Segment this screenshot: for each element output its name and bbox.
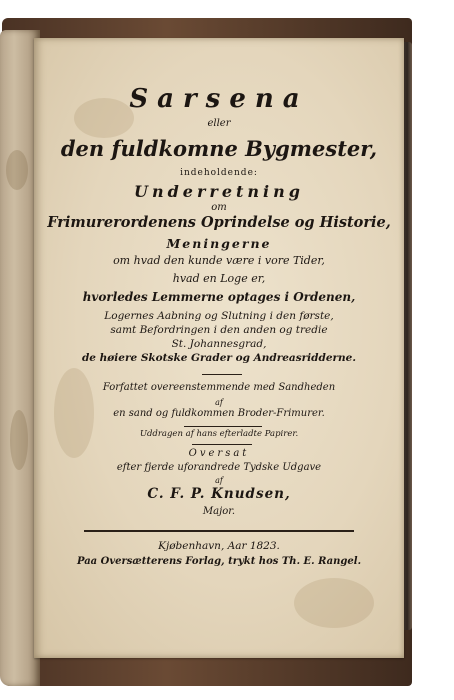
line-hoiere: de høiere Skotske Grader og Andreasridderne.	[81, 352, 357, 364]
translator-name: C. F. P. Knudsen,	[147, 486, 291, 502]
line-uddragen: Uddragen af hans efterladte Papirer.	[139, 429, 299, 439]
contents-label: indeholdende:	[180, 168, 258, 178]
divider	[202, 374, 242, 375]
foxing-spot	[294, 578, 374, 628]
line-st-johannes: St. Johannesgrad,	[171, 338, 267, 350]
line-samt: samt Befordringen i den anden og tredie	[110, 324, 328, 336]
imprint-divider	[84, 530, 354, 532]
imprint-publisher: Paa Oversætterens Forlag, trykt hos Th. E. Rangel.	[76, 556, 362, 567]
line-meningerne: Meningerne	[166, 236, 272, 251]
line-hvad-loge: hvad en Loge er,	[172, 272, 266, 285]
line-forfattet: Forfattet overeenstemmende med Sandheden	[102, 382, 336, 393]
line-hvorledes: hvorledes Lemmerne optages i Ordenen,	[82, 290, 356, 304]
board-stain	[6, 150, 28, 190]
title-page	[34, 38, 404, 658]
line-hvad-den: om hvad den kunde være i vore Tider,	[113, 254, 325, 267]
divider	[184, 426, 262, 427]
divider	[192, 444, 252, 445]
heading-underretning: Underretning	[134, 182, 304, 201]
line-logernes: Logernes Aabning og Slutning i den første,	[104, 310, 334, 322]
board-stain	[10, 410, 28, 470]
line-efter: efter fjerde uforandrede Tydske Udgave	[116, 462, 322, 473]
conjunction-eller: eller	[207, 118, 231, 129]
translator-rank: Major.	[202, 506, 236, 517]
line-sand-broder: en sand og fuldkommen Broder-Frimurer.	[113, 408, 325, 419]
word-af: af	[215, 476, 223, 485]
word-af: af	[215, 398, 223, 407]
book-subtitle: den fuldkomne Bygmester,	[60, 136, 378, 161]
imprint-place-year: Kjøbenhavn, Aar 1823.	[158, 540, 280, 552]
line-frimurer: Frimurerordenens Oprindelse og Historie,	[47, 214, 391, 231]
word-om: om	[211, 202, 227, 213]
book-title: Sarsena	[129, 84, 309, 114]
line-oversat: Oversat	[188, 448, 250, 459]
